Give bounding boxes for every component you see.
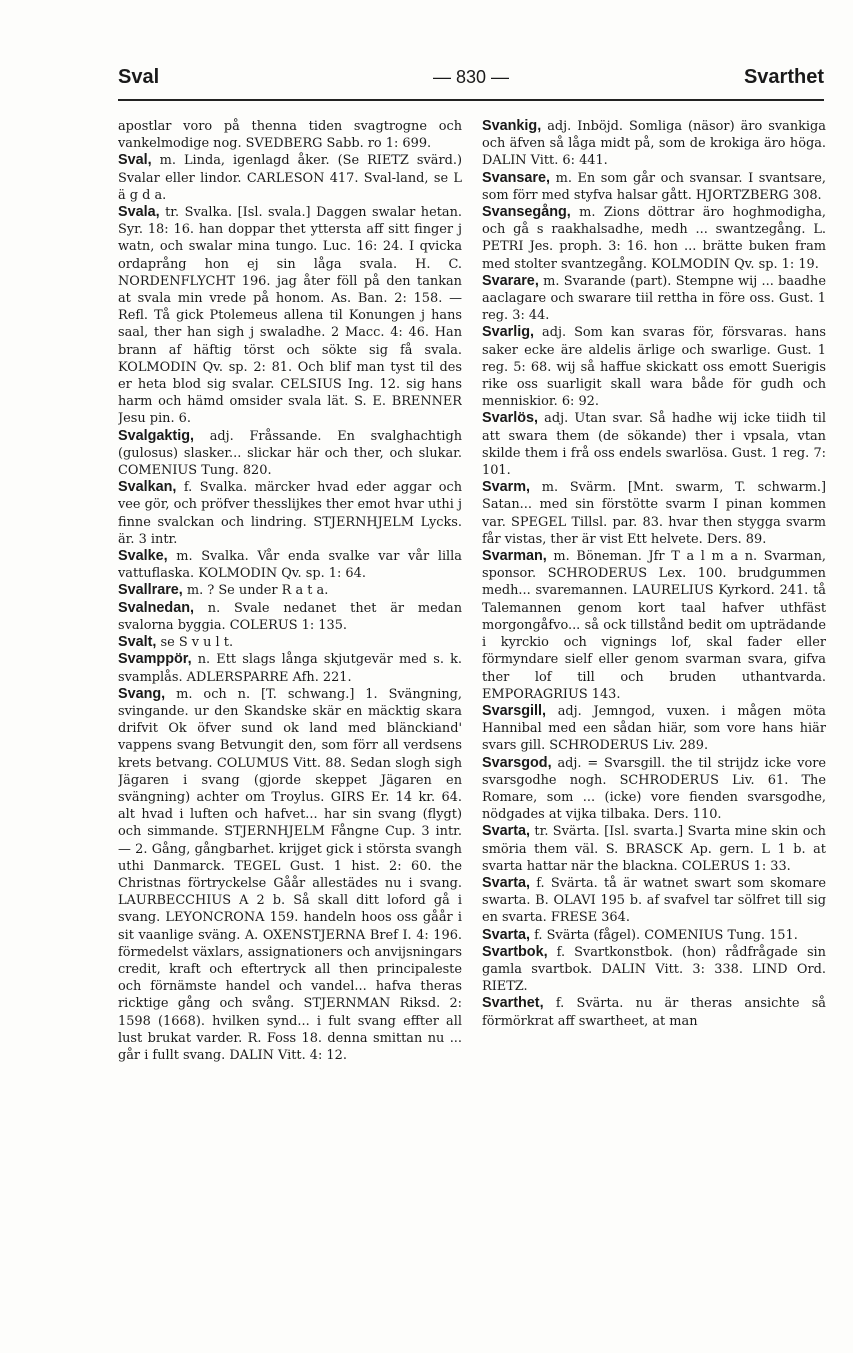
dictionary-entry — [118, 686, 462, 1064]
entry-headword: Sval, — [118, 152, 152, 169]
dictionary-entry — [482, 755, 826, 824]
entry-headword: Svarta, — [482, 823, 530, 840]
dictionary-entry — [482, 170, 826, 204]
dictionary-entry — [482, 927, 826, 944]
entry-text: f. Svärta. tå är watnet swart som skomare swarta. B. OLAVI 195 b. af svafvel tar sölfret till sig en svarta. FRESE 364. — [482, 875, 826, 926]
dictionary-entry — [482, 823, 826, 875]
entry-headword: Svarm, — [482, 479, 530, 496]
entry-headword: Svalkan, — [118, 479, 177, 496]
dictionary-entry — [118, 118, 462, 152]
entry-text: n. Svale nedanet thet är medan svalorna byggia. COLERUS 1: 135. — [118, 600, 462, 633]
entry-text: apostlar voro på thenna tiden svagtrogne och vankelmodige nog. SVEDBERG Sabb. ro 1: 699. — [118, 119, 462, 152]
entry-headword: Svarlös, — [482, 410, 538, 427]
dictionary-entry — [482, 273, 826, 325]
dictionary-entry — [118, 634, 462, 651]
entry-headword: Svansare, — [482, 169, 551, 186]
header-rule — [118, 99, 824, 101]
right-running-headword: Svarthet — [743, 66, 824, 88]
entry-headword: Svang, — [118, 685, 166, 702]
dictionary-entry — [118, 651, 462, 685]
dictionary-entry — [118, 600, 462, 634]
entry-headword: Svampрör, — [118, 651, 192, 668]
entry-text: m. Svalka. Vår enda svalke var vår lilla vattuflaska. KOLMODIN Qv. sp. 1: 64. — [118, 549, 462, 582]
dictionary-entry — [482, 548, 826, 703]
left-column — [118, 118, 462, 1338]
dictionary-entry — [482, 204, 826, 273]
dictionary-entry — [482, 118, 826, 170]
entry-headword: Svartbok, — [482, 943, 548, 960]
entry-headword: Svalt, — [118, 634, 157, 651]
entry-text: tr. Svärta. [Isl. svarta.] Svarta mine skin och smöria them väl. S. BRASCK Ap. gern. L 1 b. at svarta hattar när the blackna. COLERUS 1: 33. — [482, 824, 826, 874]
entry-text: m. Zions döttrar äro hoghmodigha, och gå s raakhalsadhe, medh ... swantzegång. L. PETRI Jes. proph. 3: 16. hon ... brätte buken fram med stolter svantzegång. KOLMODIN Qv. sp. 1: 19. — [482, 205, 826, 272]
dictionary-entry — [118, 204, 462, 428]
entry-text: se S v u l t. — [156, 635, 234, 651]
entry-text: f. Svartkonstbok. (hon) rådfrågade sin gamla svartbok. DALIN Vitt. 3: 338. LIND Ord. RIETZ. — [482, 944, 826, 995]
entry-headword: Svallrare, — [118, 582, 183, 599]
entry-text: adj. Fråssande. En svalghachtigh (gulosus) slasker... slickar här och ther, och slukar. COMENIUS Tung. 820. — [118, 428, 462, 479]
left-running-headword: Sval — [118, 66, 160, 88]
dictionary-entry — [482, 944, 826, 996]
entry-text: m. Böneman. Jfr T a l m a n. Svarman, sponsor. SCHRODERUS Lex. 100. brudgummen medh... svaremannen. LAURELIUS Kyrkord. 241. tå Talemannen genom kort taal hafver uthfäst morgongåfvo... så ock tillstånd bedit om upträdande i kyrckio och vignings lof, skal fader eller förmyndare sielf eller genom svarman svara, gifva ther lof till och bruden uthantvarda. EMPORAGRIUS 143. — [482, 549, 826, 702]
entry-text: adj. Inböjd. Somliga (näsor) äro svankiga och äfven så låga midt på, som de krokiga äro höga. DALIN Vitt. 6: 441. — [482, 119, 826, 169]
dictionary-entry — [118, 548, 462, 582]
page-header — [118, 66, 824, 96]
dictionary-entry — [482, 995, 826, 1029]
dictionary-entry — [482, 703, 826, 755]
entry-headword: Svarman, — [482, 548, 547, 565]
entry-text: f. Svalka. märcker hvad eder aggar och vee gör, och pröfver thesslijkes ther emot hvar uthi j finne svalckan och lindring. STJERNHJELM Lycks. är. 3 intr. — [118, 480, 462, 547]
dictionary-entry — [482, 324, 826, 410]
entry-text: adj. Som kan svaras för, försvaras. hans saker ecke äre aldelis ärlige och swarlige. Gust. 1 reg. 5: 68. wij så haffue skickatt oss emott Suerigis rike oss suarligit skall wara både för gudh och menniskior. 6: 92. — [482, 325, 826, 410]
entry-headword: Svarlig, — [482, 324, 534, 341]
dictionary-entry — [118, 428, 462, 480]
dictionary-entry — [118, 152, 462, 204]
entry-text: tr. Svalka. [Isl. svala.] Daggen swalar hetan. Syr. 18: 16. han doppar thet yttersta aff sitt finger j watn, och swalar mina tungo. Luc. 16: 24. I qvicka ordaprång hon ej sin låga svala. H. C. NORDENFLYCHT 196. jag åter föll på den tankan at svala min vrede på honom. As. Ban. 2: 158. — Refl. Tå gick Ptolemeus allena til Konungen j hans saal, ther han sigh j swaladhe. 2 Macc. 4: 46. Han brann af häftig törst och sökte sig få svala. KOLMODIN Qv. sp. 2: 81. Och blif man tyst til des er heta blod sig svalar. CELSIUS Ing. 12. sig hans harm och hämd omsider svala lät. S. E. BRENNER Jesu pin. 6. — [118, 205, 462, 427]
entry-headword: Svarta, — [482, 874, 530, 891]
entry-text: m. Svärm. [Mnt. swarm, T. schwarm.] Satan... med sin förstötte svarm I pinan kommen var. SPEGEL Tillsl. par. 83. hvar then stygga svarm får vistas, ther är vist Ett helvete. Ders. 89. — [482, 480, 826, 547]
right-column — [482, 118, 826, 1338]
entry-text: m. och n. [T. schwang.] 1. Svängning, svingande. ur den Skandske skär en mäcktig skara drifvit Ok öfver sund ok land med blänckiand' vappens svang Betvungit den, som förr all verdsens krets betvang. COLUMUS Vitt. 88. Sedan slogh sigh Jägaren i svang (gjorde skeppet Jägaren en svängning) achter om Troylus. GIRS Er. 14 kr. 64. alt hvad i luften och hafvet... har sin svang (flygt) och simmande. STJERNHJELM Fångne Cup. 3 intr. — 2. Gång, gångbarhet. krijget gick i största svangh uthi Danmarck. TEGEL Gust. 1 hist. 2: 60. the Christnas förtryckelse Gåår allestädes nu i svang. LAURBECCHIUS A 2 b. Så skall ditt loford gå i svang. LEYONCRONA 159. handeln hoos oss gåår i sit vaanlige sväng. A. OXENSTJERNA Bref I. 4: 196. förmedelst växlars, assignationers och anvijsningars credit, kraft och eftertryck all then principaleste och förnämste handel och vandel... hafva theras ricktige gång och svång. STJERNMAN Riksd. 2: 1598 (1668). hvilken synd... i fult svang effter all lust brukat varder. R. Foss 18. denna smittan nu ... går i fullt svang. DALIN Vitt. 4: 12. — [118, 686, 462, 1063]
entry-text: m. En som går och svansar. I svantsare, som förr med styfva halsar gått. HJORTZBERG 308. — [482, 170, 826, 203]
entry-text: adj. Jemngod, vuxen. i mågen möta Hannibal med een sådan hiär, som vore hans hiär svars gill. SCHRODERUS Liv. 289. — [482, 703, 826, 754]
entry-text: adj. Utan svar. Så hadhe wij icke tiidh til att swara them (de sökande) ther i vpsala, vtan skilde them i frå oss endels swarlösa. Gust. 1 reg. 7: 101. — [482, 411, 826, 479]
entry-headword: Svarsgill, — [482, 702, 546, 719]
entry-text: m. ? Se under R a t a. — [182, 583, 329, 599]
entry-headword: Svalgaktig, — [118, 427, 194, 444]
entry-text: m. Svarande (part). Stempne wij ... baadhe aaclagare och swarare tiil rettha in före oss. Gust. 1 reg. 3: 44. — [482, 273, 826, 324]
page-number: — 830 — — [432, 67, 510, 87]
entry-headword: Svansegång, — [482, 204, 571, 221]
entry-headword: Svarthet, — [482, 995, 544, 1012]
entry-headword: Svala, — [118, 204, 160, 221]
dictionary-entry — [482, 410, 826, 479]
dictionary-entry — [482, 479, 826, 548]
dictionary-entry — [482, 875, 826, 927]
dictionary-entry — [118, 582, 462, 599]
entry-text: n. Ett slags långa skjutgevär med s. k. svamplås. ADLERSPARRE Afh. 221. — [118, 652, 462, 685]
entry-text: f. Svärta. nu är theras ansichte så förmörkrat aff swartheet, at man — [482, 996, 826, 1029]
entry-headword: Svarare, — [482, 272, 539, 289]
entry-headword: Svalke, — [118, 548, 168, 565]
entry-headword: Svarta, — [482, 926, 530, 943]
entry-headword: Svarsgod, — [482, 754, 552, 771]
entry-text: f. Svärta (fågel). COMENIUS Tung. 151. — [530, 927, 798, 943]
entry-text: m. Linda, igenlagd åker. (Se RIETZ svärd.) Svalar eller lindor. CARLESON 417. Sval-land, se L ä g d a. — [118, 153, 462, 203]
entry-headword: Svankig, — [482, 118, 542, 134]
dictionary-entry — [118, 479, 462, 548]
entry-text: adj. = Svarsgill. the til strijdz icke vore svarsgodhe nogh. SCHRODERUS Liv. 61. The Romare, som ... (icke) vore fienden svarsgodhe, nödgades at vijka tilbaka. Ders. 110. — [482, 755, 826, 823]
entry-headword: Svalnedan, — [118, 599, 194, 616]
